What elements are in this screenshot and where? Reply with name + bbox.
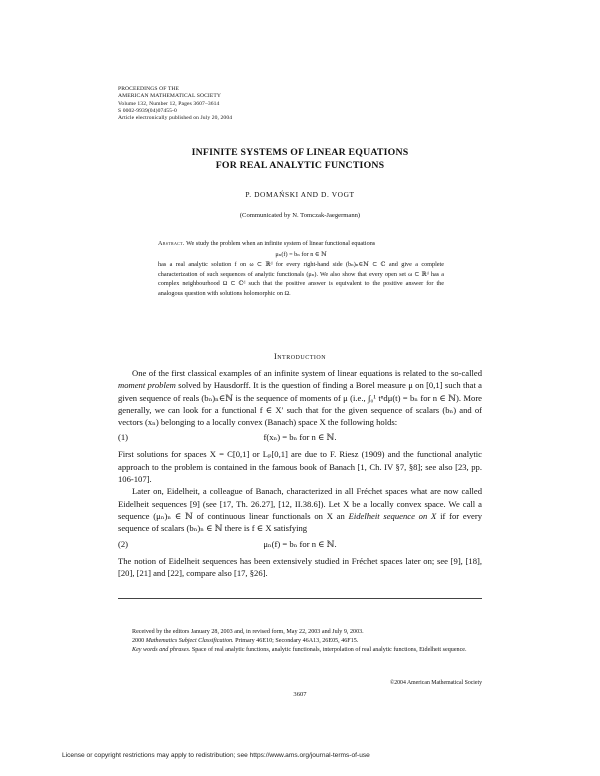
msc-year: 2000 <box>132 637 145 644</box>
msc-codes: Primary 46E10; Secondary 46A13, 26E05, 46F15. <box>235 637 359 644</box>
equation-1 <box>118 431 482 445</box>
journal-volume: Volume 132, Number 12, Pages 3607–3614 <box>118 100 220 107</box>
equation-1-expression: f(xₙ) = bₙ for n ∈ ℕ. <box>263 432 337 443</box>
paragraph-3-text-b: if for every sequence of scalars (bₙ)ₙ ∈ ℕ there is f ∈ X satisfying <box>118 510 482 534</box>
abstract-equation: μₙ(f) = bₙ for n ∈ ℕ <box>275 250 327 258</box>
abstract-label: Abstract. <box>158 240 185 247</box>
communicated-by: (Communicated by N. Tomczak-Jaegermann) <box>239 212 361 219</box>
msc-note <box>118 637 482 646</box>
keywords-note <box>118 646 482 655</box>
journal-published-date: Article electronically published on July 20, 2004 <box>118 115 233 122</box>
journal-name-line-1: PROCEEDINGS OF THE <box>118 86 180 92</box>
journal-header <box>118 86 232 122</box>
abstract-text-1: We study the problem when an infinite system of linear functional equations <box>186 240 376 247</box>
journal-doi: S 0002-9939(04)07455-0 <box>118 107 177 114</box>
license-notice: License or copyright restrictions may apply to redistribution; see https://www.ams.org/journal-terms-of-use <box>62 752 370 759</box>
received-note: Received by the editors January 28, 2003 and, in revised form, May 22, 2003 and July 9, 2003. <box>132 629 364 635</box>
paper-title-line-1: INFINITE SYSTEMS OF LINEAR EQUATIONS <box>191 147 409 158</box>
section-heading-introduction: Introduction <box>273 352 327 361</box>
abstract-text-2: has a real analytic solution f on ω ⊂ ℝᵈ for every right-hand side (bₙ)ₙ∈ℕ ⊂ ℂ and give a complete characterization of such sequences of analytic functionals (μₙ). We also show that every open set ω ⊂ ℝᵈ has a complex neighbourhood Ω ⊂ ℂᵈ such that the positive answer is equivalent to the positive answer for the analogous question with solutions holomorphic on Ω. <box>158 261 444 297</box>
keywords-text: Space of real analytic functions, analytic functionals, interpolation of real analytic functions, Eidelheit sequence. <box>191 646 467 653</box>
paper-title <box>0 146 600 172</box>
paragraph-1-text-a: One of the first classical examples of an infinite system of linear equations is related to the so-called <box>132 368 482 378</box>
paragraph-1-text-b: solved by Hausdorff. It is the question of finding a Borel measure μ on [0,1] such that a given sequence of reals (bₙ)ₙ∈ℕ is the sequence of moments of μ (i.e., ∫₀¹ tⁿdμ(t) = bₙ for n ∈ ℕ). More generally, we can look for a functional f ∈ X′ such that for the given sequence of scalars (bₙ) and of vectors (xₙ) belonging to a locally convex (Banach) space X the following holds: <box>118 380 482 428</box>
abstract <box>158 239 444 299</box>
paragraph-1 <box>118 367 482 428</box>
copyright-notice: ©2004 American Mathematical Society <box>389 680 482 686</box>
msc-label: Mathematics Subject Classification. <box>145 637 234 644</box>
footnotes <box>118 628 482 654</box>
journal-name-line-2: AMERICAN MATHEMATICAL SOCIETY <box>118 93 222 100</box>
paper-title-line-2: FOR REAL ANALYTIC FUNCTIONS <box>215 160 385 171</box>
moment-problem-term: moment problem <box>118 380 176 391</box>
paragraph-3 <box>118 485 482 534</box>
equation-1-number: (1) <box>118 432 129 443</box>
body-text <box>118 367 482 579</box>
equation-2 <box>118 538 482 552</box>
paragraph-3-text-a: Later on, Eidelheit, a colleague of Banach, characterized in all Fréchet spaces what are now called Eidelheit sequences [9] (see [17, Th. 26.27], [12, II.38.6]). Let X be a locally convex space. We call a sequence (μₙ)ₙ ∈ ℕ of continuous linear functionals on X an <box>118 486 482 521</box>
paragraph-2: First solutions for spaces X = C[0,1] or Lₚ[0,1] are due to F. Riesz (1909) and the functional analytic approach to the problem is contained in the famous book of Banach [1, Ch. IV §7, §8]; see also [23, pp. 106-107]. <box>118 449 482 485</box>
paragraph-4: The notion of Eidelheit sequences has been extensively studied in Fréchet spaces later on; see [9], [18], [20], [21] and [22], compare also [17, §26]. <box>118 555 482 578</box>
eidelheit-sequence-term: Eidelheit sequence on X <box>348 510 437 521</box>
paper-authors: P. DOMAŃSKI AND D. VOGT <box>245 190 355 199</box>
keywords-label: Key words and phrases. <box>132 646 191 653</box>
equation-2-number: (2) <box>118 538 129 549</box>
page-number: 3607 <box>293 691 307 698</box>
footnote-rule <box>118 598 482 599</box>
equation-2-expression: μₙ(f) = bₙ for n ∈ ℕ. <box>263 538 337 549</box>
abstract-paragraph-1 <box>158 239 444 249</box>
